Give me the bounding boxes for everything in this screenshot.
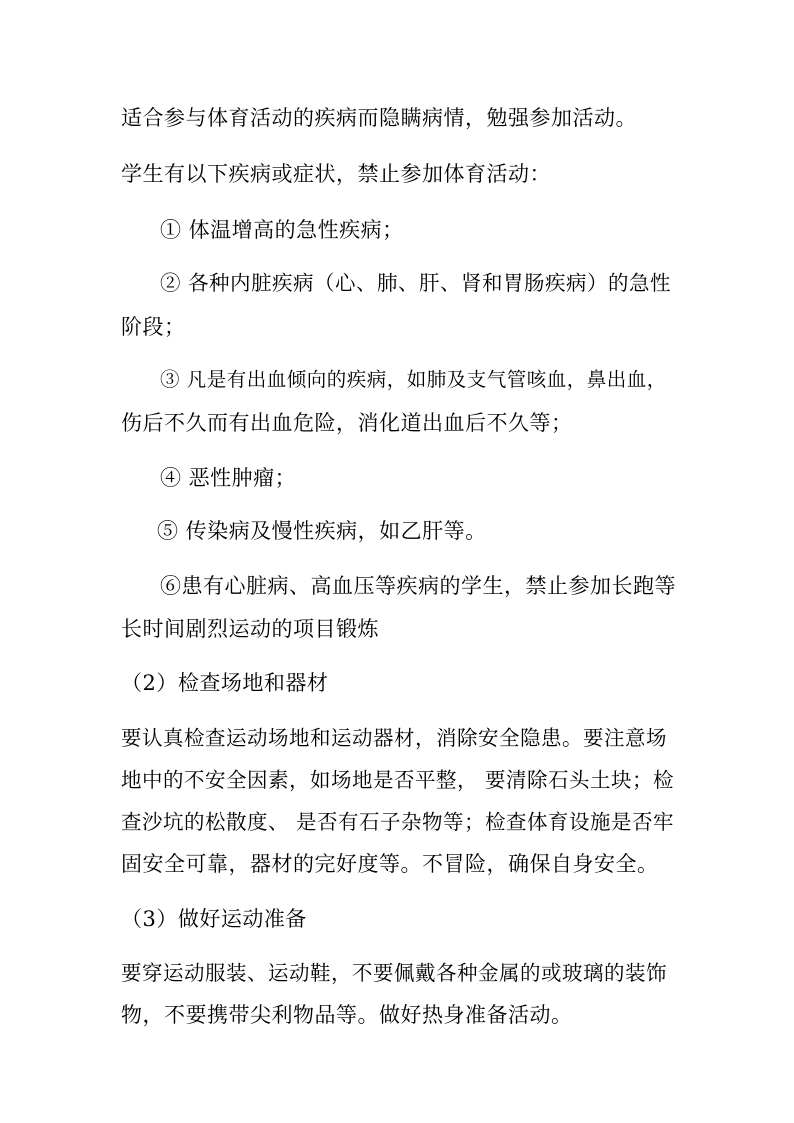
list-item-continuation: 长时间剧烈运动的项目锻炼 <box>121 617 379 641</box>
text-line: 物，不要携带尖利物品等。做好热身准备活动。 <box>121 1003 573 1027</box>
list-item: ④ 恶性肿瘤； <box>160 466 297 490</box>
section-heading: （2）检查场地和器材 <box>121 671 329 695</box>
list-item: ⑤ 传染病及慢性疾病，如乙肝等。 <box>157 519 487 543</box>
text-line: 地中的不安全因素，如场地是否平整， 要清除石头土块；检 <box>121 768 675 792</box>
list-item-continuation: 阶段； <box>121 315 186 339</box>
list-item: ⑥患有心脏病、高血压等疾病的学生，禁止参加长跑等 <box>160 574 676 598</box>
section-heading: （3）做好运动准备 <box>121 907 307 931</box>
list-item: ① 体温增高的急性疾病； <box>160 218 404 242</box>
list-item: ③ 凡是有出血倾向的疾病，如肺及支气管咳血，鼻出血， <box>160 368 667 391</box>
list-item: ② 各种内脏疾病（心、肺、肝、肾和胃肠疾病）的急性 <box>160 271 672 295</box>
text-line: 适合参与体育活动的疾病而隐瞒病情，勉强参加活动。 <box>121 106 637 130</box>
text-line: 固安全可靠，器材的完好度等。不冒险，确保自身安全。 <box>121 852 659 876</box>
text-line: 查沙坑的松散度、 是否有石子杂物等；检查体育设施是否牢 <box>121 810 675 834</box>
text-line: 学生有以下疾病或症状，禁止参加体育活动： <box>121 162 551 186</box>
text-line: 要穿运动服装、运动鞋，不要佩戴各种金属的或玻璃的装饰 <box>121 961 667 985</box>
text-line: 要认真检查运动场地和运动器材，消除安全隐患。要注意场 <box>121 726 667 750</box>
list-item-continuation: 伤后不久而有出血危险，消化道出血后不久等； <box>121 411 573 435</box>
